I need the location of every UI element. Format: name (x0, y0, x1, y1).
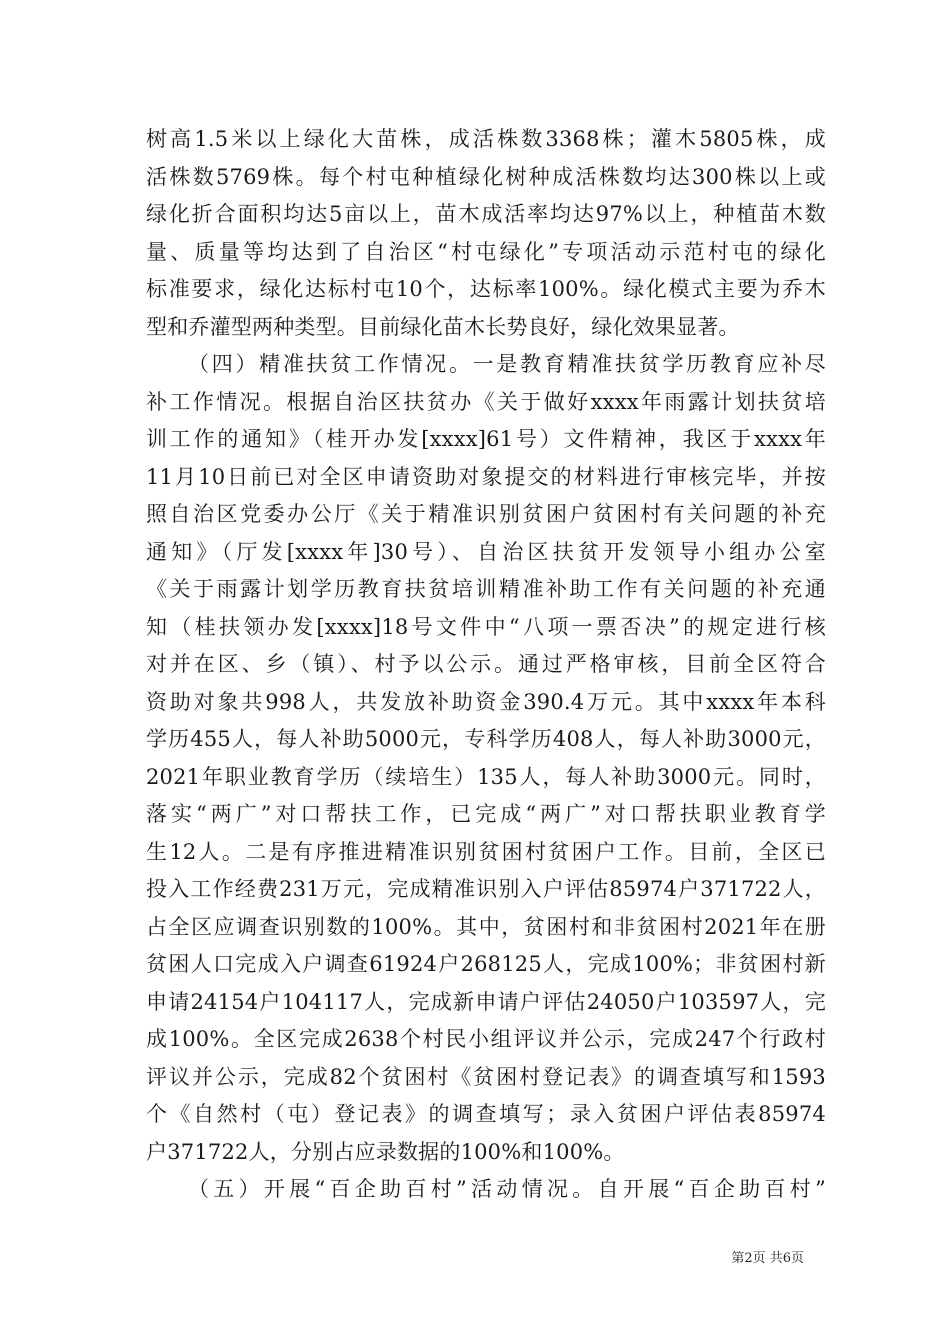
text-line: 标准要求，绿化达标村屯10个，达标率100%。绿化模式主要为乔木 (146, 277, 826, 301)
text-line: 评议并公示，完成82个贫困村《贫困村登记表》的调查填写和1593 (146, 1064, 826, 1089)
text-line: 训工作的通知》（桂开办发[xxxx]61号）文件精神，我区于xxxx年 (146, 427, 826, 451)
text-line: 《关于雨露计划学历教育扶贫培训精准补助工作有关问题的补充通 (146, 577, 826, 601)
text-line: 型和乔灌型两种类型。目前绿化苗木长势良好，绿化效果显著。 (146, 314, 740, 339)
text-line: 绿化折合面积均达5亩以上，苗木成活率均达97%以上，种植苗木数 (146, 202, 826, 226)
text-line: 成100%。全区完成2638个村民小组评议并公示，完成247个行政村 (146, 1027, 826, 1051)
text-line: （五）开展“百企助百村”活动情况。自开展“百企助百村” (188, 1177, 826, 1201)
body-text (146, 121, 826, 1209)
text-line: 树高1.5米以上绿化大苗株，成活株数3368株；灌木5805株，成 (146, 127, 826, 151)
page-number-footer: 第2页 共6页 (731, 1251, 804, 1266)
text-line: 个《自然村（屯）登记表》的调查填写；录入贫困户评估表85974 (146, 1102, 826, 1126)
text-line: 11月10日前已对全区申请资助对象提交的材料进行审核完毕，并按 (146, 464, 826, 489)
text-line: 户371722人，分别占应录数据的100%和100%。 (146, 1139, 625, 1164)
text-line: 贫困人口完成入户调查61924户268125人，完成100%；非贫困村新 (146, 952, 826, 976)
text-line: 知（桂扶领办发[xxxx]18号文件中“八项一票否决”的规定进行核 (146, 614, 826, 639)
text-line: 投入工作经费231万元，完成精准识别入户评估85974户371722人， (146, 877, 826, 901)
text-line: （四）精准扶贫工作情况。一是教育精准扶贫学历教育应补尽 (188, 352, 826, 376)
text-line: 量、质量等均达到了自治区“村屯绿化”专项活动示范村屯的绿化 (146, 239, 826, 264)
text-line: 补工作情况。根据自治区扶贫办《关于做好xxxx年雨露计划扶贫培 (146, 389, 826, 414)
text-line: 生12人。二是有序推进精准识别贫困村贫困户工作。目前，全区已 (146, 839, 826, 864)
text-line: 落实“两广”对口帮扶工作，已完成“两广”对口帮扶职业教育学 (146, 802, 826, 826)
text-line: 申请24154户104117人，完成新申请户评估24050户103597人，完 (146, 989, 826, 1014)
text-line: 对并在区、乡（镇）、村予以公示。通过严格审核，目前全区符合 (146, 652, 826, 676)
text-line: 资助对象共998人，共发放补助资金390.4万元。其中xxxx年本科 (146, 689, 826, 714)
text-line: 学历455人，每人补助5000元，专科学历408人，每人补助3000元， (146, 727, 826, 751)
text-line: 2021年职业教育学历（续培生）135人，每人补助3000元。同时， (146, 764, 826, 789)
text-line: 占全区应调查识别数的100%。其中，贫困村和非贫困村2021年在册 (146, 914, 826, 939)
text-line: 通知》（厅发[xxxx年]30号）、自治区扶贫开发领导小组办公室 (146, 539, 826, 564)
text-line: 照自治区党委办公厅《关于精准识别贫困户贫困村有关问题的补充 (146, 502, 826, 526)
text-line: 活株数5769株。每个村屯种植绿化树种成活株数均达300株以上或 (146, 164, 826, 189)
